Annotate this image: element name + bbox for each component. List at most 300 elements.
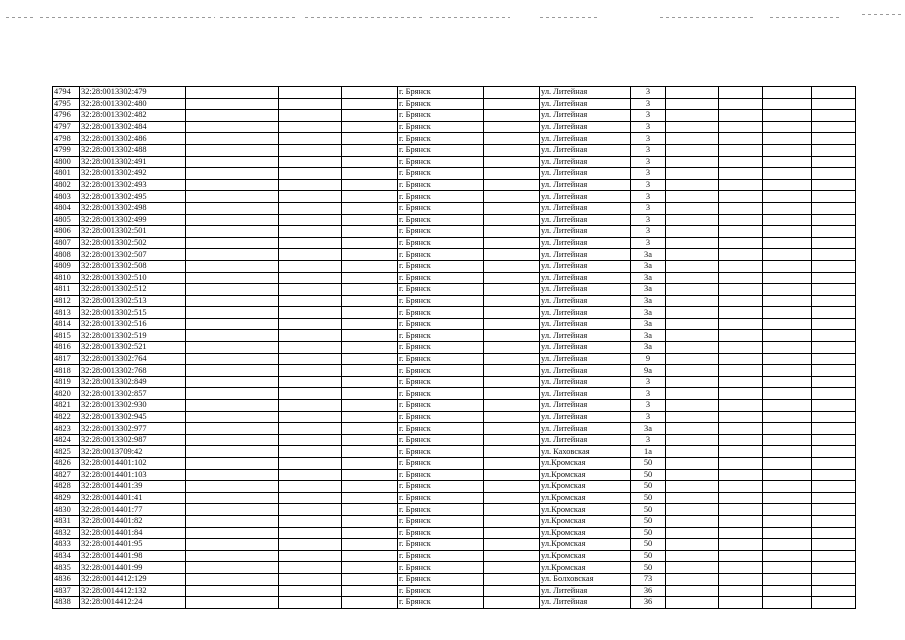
empty-cell (719, 446, 763, 458)
empty-cell (719, 202, 763, 214)
cadastral-number-cell: 32:28:0013302:513 (80, 295, 186, 307)
cadastral-number-cell: 32:28:0013302:493 (80, 179, 186, 191)
record-number-cell: 4798 (53, 133, 80, 145)
house-number-cell: 3 (631, 388, 666, 400)
empty-cell (342, 144, 398, 156)
empty-cell (763, 469, 812, 481)
house-number-cell: 3а (631, 284, 666, 296)
empty-cell (666, 284, 719, 296)
house-number-cell: 73 (631, 573, 666, 585)
empty-cell (812, 353, 856, 365)
city-cell: г. Брянск (398, 144, 484, 156)
empty-cell (279, 353, 342, 365)
cadastral-number-cell: 32:28:0013302:507 (80, 249, 186, 261)
empty-cell (719, 504, 763, 516)
table-row (53, 307, 856, 319)
empty-cell (719, 573, 763, 585)
empty-cell (666, 539, 719, 551)
empty-cell (719, 330, 763, 342)
empty-cell (484, 191, 540, 203)
empty-cell (342, 411, 398, 423)
street-cell: ул.Кромская (540, 469, 631, 481)
empty-cell (186, 272, 279, 284)
empty-cell (186, 388, 279, 400)
empty-cell (342, 342, 398, 354)
empty-cell (342, 400, 398, 412)
cadastral-number-cell: 32:28:0013302:479 (80, 87, 186, 99)
empty-cell (763, 539, 812, 551)
empty-cell (484, 226, 540, 238)
empty-cell (186, 492, 279, 504)
empty-cell (812, 539, 856, 551)
empty-cell (812, 330, 856, 342)
empty-cell (342, 237, 398, 249)
house-number-cell: 50 (631, 458, 666, 470)
cadastral-number-cell: 32:28:0013302:849 (80, 376, 186, 388)
empty-cell (666, 434, 719, 446)
empty-cell (666, 249, 719, 261)
empty-cell (342, 573, 398, 585)
table-row (53, 330, 856, 342)
empty-cell (186, 214, 279, 226)
cadastral-number-cell: 32:28:0013302:488 (80, 144, 186, 156)
table-row (53, 260, 856, 272)
empty-cell (763, 249, 812, 261)
empty-cell (279, 400, 342, 412)
empty-cell (763, 168, 812, 180)
empty-cell (763, 260, 812, 272)
street-cell: ул.Кромская (540, 458, 631, 470)
empty-cell (719, 481, 763, 493)
table-row (53, 458, 856, 470)
table-row (53, 469, 856, 481)
empty-cell (342, 527, 398, 539)
empty-cell (484, 504, 540, 516)
empty-cell (763, 585, 812, 597)
empty-cell (342, 156, 398, 168)
empty-cell (812, 202, 856, 214)
empty-cell (763, 573, 812, 585)
record-number-cell: 4818 (53, 365, 80, 377)
empty-cell (666, 550, 719, 562)
empty-cell (484, 411, 540, 423)
house-number-cell: 3 (631, 87, 666, 99)
record-number-cell: 4838 (53, 597, 80, 609)
empty-cell (279, 226, 342, 238)
empty-cell (279, 573, 342, 585)
empty-cell (763, 272, 812, 284)
cadastral-number-cell: 32:28:0013302:508 (80, 260, 186, 272)
empty-cell (812, 562, 856, 574)
record-number-cell: 4820 (53, 388, 80, 400)
empty-cell (279, 492, 342, 504)
empty-cell (812, 515, 856, 527)
empty-cell (484, 318, 540, 330)
city-cell: г. Брянск (398, 121, 484, 133)
empty-cell (279, 144, 342, 156)
street-cell: ул. Литейная (540, 434, 631, 446)
table-row (53, 411, 856, 423)
empty-cell (719, 353, 763, 365)
empty-cell (342, 133, 398, 145)
empty-cell (666, 295, 719, 307)
empty-cell (342, 562, 398, 574)
empty-cell (666, 318, 719, 330)
empty-cell (812, 376, 856, 388)
empty-cell (484, 376, 540, 388)
city-cell: г. Брянск (398, 133, 484, 145)
table-row (53, 318, 856, 330)
record-number-cell: 4803 (53, 191, 80, 203)
empty-cell (279, 562, 342, 574)
empty-cell (719, 515, 763, 527)
cadastral-number-cell: 32:28:0014412:24 (80, 597, 186, 609)
street-cell: ул. Литейная (540, 110, 631, 122)
empty-cell (342, 330, 398, 342)
table-row (53, 481, 856, 493)
empty-cell (186, 550, 279, 562)
empty-cell (484, 550, 540, 562)
empty-cell (186, 191, 279, 203)
registry-rows (53, 87, 856, 609)
empty-cell (763, 365, 812, 377)
empty-cell (666, 226, 719, 238)
table-row (53, 423, 856, 435)
empty-cell (812, 400, 856, 412)
cadastral-number-cell: 32:28:0013302:764 (80, 353, 186, 365)
empty-cell (342, 365, 398, 377)
street-cell: ул. Литейная (540, 376, 631, 388)
street-cell: ул. Литейная (540, 295, 631, 307)
empty-cell (342, 434, 398, 446)
empty-cell (279, 469, 342, 481)
city-cell: г. Брянск (398, 202, 484, 214)
house-number-cell: 3а (631, 307, 666, 319)
empty-cell (186, 133, 279, 145)
empty-cell (186, 504, 279, 516)
empty-cell (186, 237, 279, 249)
city-cell: г. Брянск (398, 272, 484, 284)
empty-cell (484, 237, 540, 249)
table-row (53, 226, 856, 238)
empty-cell (279, 539, 342, 551)
empty-cell (763, 87, 812, 99)
cadastral-number-cell: 32:28:0014401:99 (80, 562, 186, 574)
house-number-cell: 50 (631, 469, 666, 481)
empty-cell (484, 295, 540, 307)
empty-cell (279, 318, 342, 330)
empty-cell (719, 144, 763, 156)
empty-cell (484, 168, 540, 180)
empty-cell (342, 214, 398, 226)
empty-cell (666, 342, 719, 354)
empty-cell (719, 307, 763, 319)
record-number-cell: 4825 (53, 446, 80, 458)
record-number-cell: 4811 (53, 284, 80, 296)
cadastral-number-cell: 32:28:0013302:977 (80, 423, 186, 435)
empty-cell (186, 515, 279, 527)
empty-cell (279, 342, 342, 354)
cadastral-number-cell: 32:28:0014401:95 (80, 539, 186, 551)
empty-cell (812, 110, 856, 122)
empty-cell (342, 492, 398, 504)
empty-cell (186, 376, 279, 388)
empty-cell (186, 98, 279, 110)
cadastral-number-cell: 32:28:0014412:132 (80, 585, 186, 597)
empty-cell (812, 423, 856, 435)
empty-cell (342, 585, 398, 597)
street-cell: ул. Литейная (540, 260, 631, 272)
cadastral-number-cell: 32:28:0014401:77 (80, 504, 186, 516)
empty-cell (342, 121, 398, 133)
city-cell: г. Брянск (398, 295, 484, 307)
city-cell: г. Брянск (398, 353, 484, 365)
house-number-cell: 50 (631, 515, 666, 527)
cadastral-number-cell: 32:28:0013302:486 (80, 133, 186, 145)
house-number-cell: 9а (631, 365, 666, 377)
house-number-cell: 3 (631, 376, 666, 388)
empty-cell (666, 307, 719, 319)
empty-cell (812, 260, 856, 272)
empty-cell (186, 527, 279, 539)
empty-cell (484, 156, 540, 168)
house-number-cell: 50 (631, 492, 666, 504)
empty-cell (342, 98, 398, 110)
empty-cell (719, 110, 763, 122)
record-number-cell: 4822 (53, 411, 80, 423)
empty-cell (666, 156, 719, 168)
empty-cell (666, 400, 719, 412)
cadastral-number-cell: 32:28:0013302:510 (80, 272, 186, 284)
record-number-cell: 4802 (53, 179, 80, 191)
empty-cell (812, 87, 856, 99)
record-number-cell: 4832 (53, 527, 80, 539)
empty-cell (812, 237, 856, 249)
empty-cell (719, 376, 763, 388)
empty-cell (342, 376, 398, 388)
empty-cell (666, 353, 719, 365)
empty-cell (763, 515, 812, 527)
empty-cell (763, 400, 812, 412)
record-number-cell: 4830 (53, 504, 80, 516)
empty-cell (484, 307, 540, 319)
table-row (53, 527, 856, 539)
house-number-cell: 36 (631, 597, 666, 609)
empty-cell (484, 446, 540, 458)
record-number-cell: 4827 (53, 469, 80, 481)
empty-cell (719, 423, 763, 435)
empty-cell (719, 226, 763, 238)
empty-cell (484, 110, 540, 122)
empty-cell (186, 365, 279, 377)
cadastral-number-cell: 32:28:0013302:499 (80, 214, 186, 226)
empty-cell (719, 272, 763, 284)
empty-cell (342, 202, 398, 214)
street-cell: ул. Каховская (540, 446, 631, 458)
empty-cell (279, 434, 342, 446)
empty-cell (186, 597, 279, 609)
empty-cell (763, 284, 812, 296)
cadastral-number-cell: 32:28:0013302:945 (80, 411, 186, 423)
table-row (53, 504, 856, 516)
record-number-cell: 4829 (53, 492, 80, 504)
street-cell: ул. Литейная (540, 144, 631, 156)
street-cell: ул. Литейная (540, 597, 631, 609)
street-cell: ул. Литейная (540, 191, 631, 203)
table-row (53, 550, 856, 562)
empty-cell (763, 388, 812, 400)
empty-cell (666, 446, 719, 458)
empty-cell (279, 458, 342, 470)
street-cell: ул.Кромская (540, 504, 631, 516)
empty-cell (812, 144, 856, 156)
city-cell: г. Брянск (398, 434, 484, 446)
empty-cell (279, 156, 342, 168)
record-number-cell: 4807 (53, 237, 80, 249)
cadastral-number-cell: 32:28:0013302:515 (80, 307, 186, 319)
street-cell: ул.Кромская (540, 550, 631, 562)
empty-cell (763, 214, 812, 226)
table-row (53, 168, 856, 180)
empty-cell (342, 168, 398, 180)
empty-cell (812, 504, 856, 516)
empty-cell (763, 376, 812, 388)
cadastral-number-cell: 32:28:0014401:39 (80, 481, 186, 493)
street-cell: ул.Кромская (540, 539, 631, 551)
empty-cell (666, 504, 719, 516)
empty-cell (279, 191, 342, 203)
empty-cell (484, 98, 540, 110)
empty-cell (279, 515, 342, 527)
empty-cell (812, 272, 856, 284)
house-number-cell: 50 (631, 481, 666, 493)
house-number-cell: 36 (631, 585, 666, 597)
cadastral-number-cell: 32:28:0013302:987 (80, 434, 186, 446)
empty-cell (279, 446, 342, 458)
empty-cell (484, 597, 540, 609)
empty-cell (279, 133, 342, 145)
city-cell: г. Брянск (398, 527, 484, 539)
empty-cell (719, 156, 763, 168)
street-cell: ул. Литейная (540, 388, 631, 400)
cadastral-number-cell: 32:28:0014401:103 (80, 469, 186, 481)
street-cell: ул. Литейная (540, 179, 631, 191)
empty-cell (484, 272, 540, 284)
table-row (53, 272, 856, 284)
street-cell: ул. Литейная (540, 353, 631, 365)
empty-cell (666, 272, 719, 284)
empty-cell (279, 237, 342, 249)
house-number-cell: 3а (631, 423, 666, 435)
cadastral-number-cell: 32:28:0013302:491 (80, 156, 186, 168)
empty-cell (666, 133, 719, 145)
city-cell: г. Брянск (398, 550, 484, 562)
record-number-cell: 4804 (53, 202, 80, 214)
empty-cell (719, 400, 763, 412)
empty-cell (484, 179, 540, 191)
cadastral-number-cell: 32:28:0013302:516 (80, 318, 186, 330)
street-cell: ул.Кромская (540, 492, 631, 504)
empty-cell (812, 446, 856, 458)
house-number-cell: 3 (631, 434, 666, 446)
empty-cell (279, 423, 342, 435)
empty-cell (342, 191, 398, 203)
city-cell: г. Брянск (398, 318, 484, 330)
record-number-cell: 4810 (53, 272, 80, 284)
street-cell: ул. Литейная (540, 87, 631, 99)
empty-cell (719, 237, 763, 249)
street-cell: ул. Литейная (540, 226, 631, 238)
city-cell: г. Брянск (398, 156, 484, 168)
empty-cell (763, 179, 812, 191)
empty-cell (279, 550, 342, 562)
city-cell: г. Брянск (398, 504, 484, 516)
empty-cell (279, 388, 342, 400)
empty-cell (279, 330, 342, 342)
empty-cell (342, 481, 398, 493)
empty-cell (666, 260, 719, 272)
city-cell: г. Брянск (398, 376, 484, 388)
record-number-cell: 4834 (53, 550, 80, 562)
empty-cell (719, 469, 763, 481)
empty-cell (342, 284, 398, 296)
empty-cell (812, 550, 856, 562)
empty-cell (812, 469, 856, 481)
empty-cell (279, 168, 342, 180)
empty-cell (342, 249, 398, 261)
cadastral-number-cell: 32:28:0014412:129 (80, 573, 186, 585)
city-cell: г. Брянск (398, 260, 484, 272)
empty-cell (719, 260, 763, 272)
table-row (53, 539, 856, 551)
empty-cell (186, 573, 279, 585)
record-number-cell: 4813 (53, 307, 80, 319)
empty-cell (342, 539, 398, 551)
empty-cell (484, 144, 540, 156)
table-row (53, 179, 856, 191)
city-cell: г. Брянск (398, 168, 484, 180)
empty-cell (719, 342, 763, 354)
house-number-cell: 3 (631, 191, 666, 203)
city-cell: г. Брянск (398, 446, 484, 458)
street-cell: ул.Кромская (540, 527, 631, 539)
empty-cell (666, 527, 719, 539)
cadastral-number-cell: 32:28:0014401:98 (80, 550, 186, 562)
empty-cell (812, 168, 856, 180)
empty-cell (279, 249, 342, 261)
empty-cell (763, 562, 812, 574)
empty-cell (812, 307, 856, 319)
record-number-cell: 4835 (53, 562, 80, 574)
empty-cell (186, 400, 279, 412)
empty-cell (763, 191, 812, 203)
empty-cell (342, 388, 398, 400)
empty-cell (666, 168, 719, 180)
street-cell: ул.Кромская (540, 562, 631, 574)
table-row (53, 400, 856, 412)
record-number-cell: 4828 (53, 481, 80, 493)
city-cell: г. Брянск (398, 249, 484, 261)
empty-cell (186, 411, 279, 423)
empty-cell (719, 434, 763, 446)
house-number-cell: 3а (631, 249, 666, 261)
table-row (53, 98, 856, 110)
cadastral-number-cell: 32:28:0013302:495 (80, 191, 186, 203)
street-cell: ул. Литейная (540, 133, 631, 145)
city-cell: г. Брянск (398, 400, 484, 412)
city-cell: г. Брянск (398, 237, 484, 249)
table-row (53, 446, 856, 458)
